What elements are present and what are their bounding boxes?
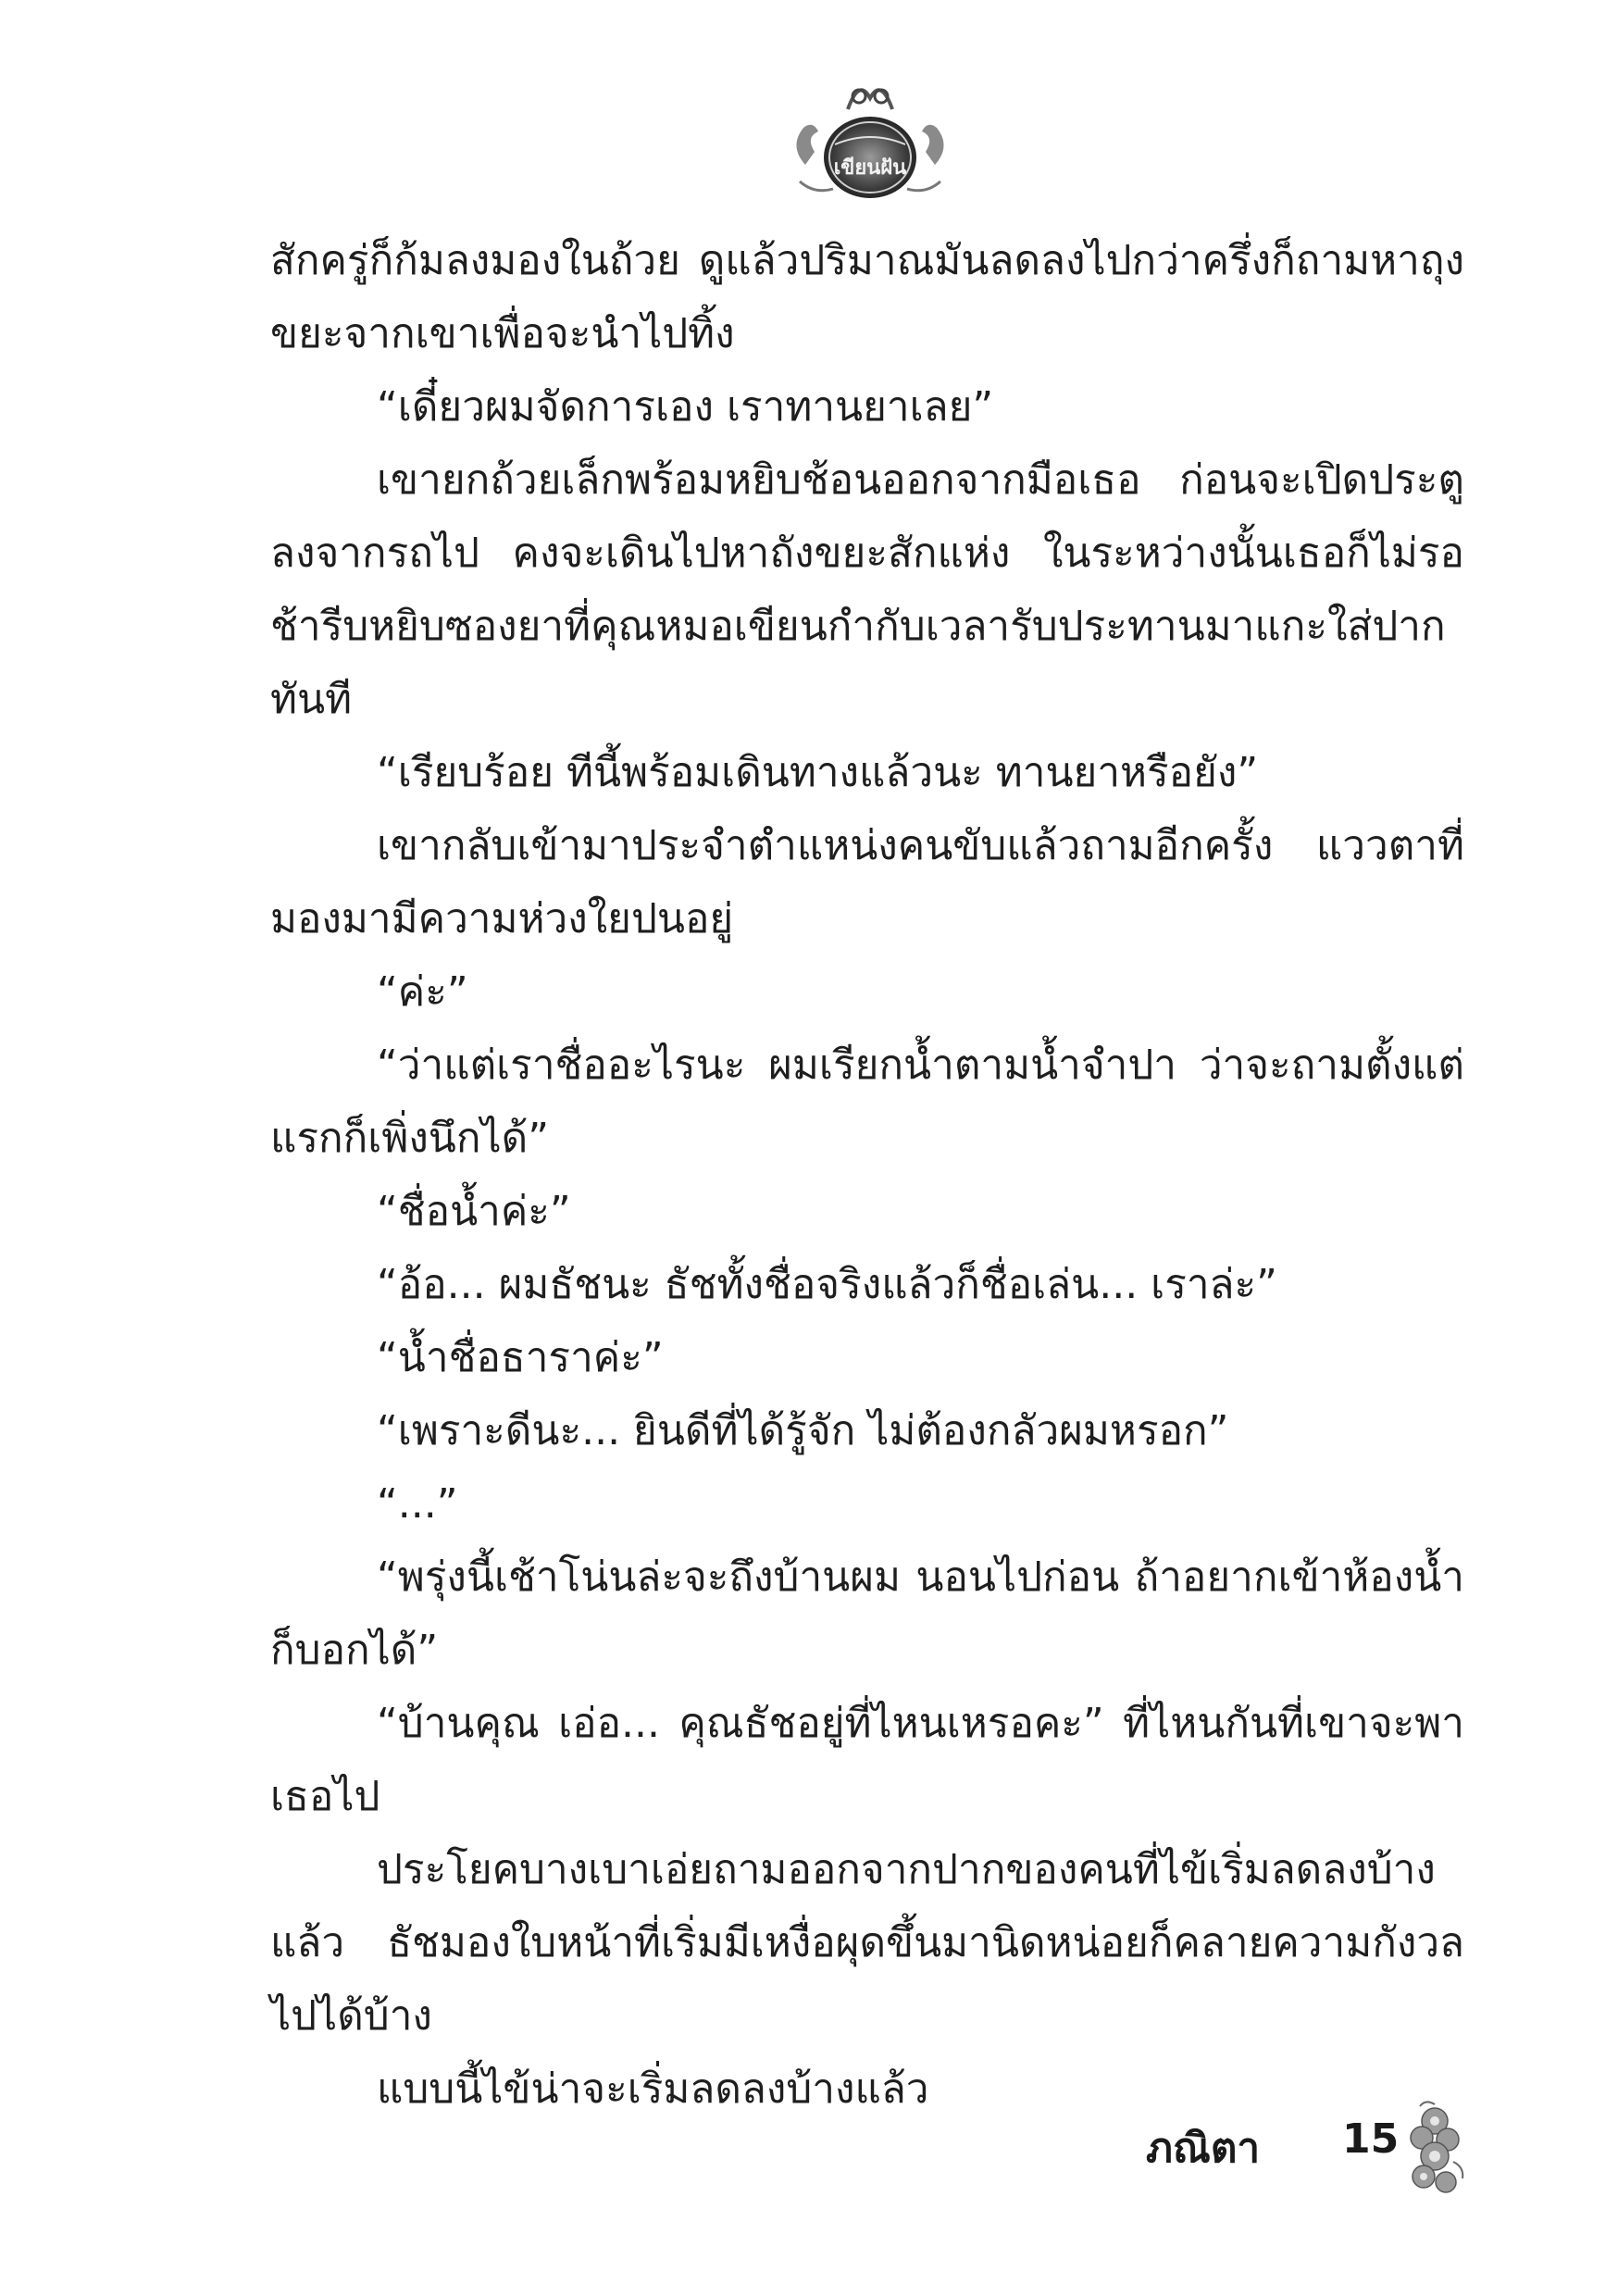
paragraph: “ว่าแต่เราชื่ออะไรนะ ผมเรียกน้ำตามน้ำจำปา ว่าจะถามตั้งแต่แรกก็เพิ่งนึกได้” — [270, 1042, 1464, 1162]
paragraph: เขากลับเข้ามาประจำตำแหน่งคนขับแล้วถามอีกครั้ง แววตาที่มองมามีความห่วงใยปนอยู่ — [270, 822, 1464, 942]
paragraph: “เรียบร้อย ทีนี้พร้อมเดินทางแล้วนะ ทานยาหรือยัง” — [377, 749, 1259, 796]
paragraph: สักครู่ก็ก้มลงมองในถ้วย ดูแล้วปริมาณมันลดลงไปกว่าครึ่งก็ถามหาถุงขยะจากเขาเพื่อจะนำไปทิ้ง — [270, 237, 1464, 357]
footer-author: ภณิตา — [1146, 2125, 1261, 2172]
paragraph: ประโยคบางเบาเอ่ยถามออกจากปากของคนที่ไข้เริ่มลดลงบ้างแล้ว ธัชมองใบหน้าที่เริ่มมีเหงื่อผุดขึ้นมานิดหน่อยก็คลายความกังวลไปได้บ้าง — [270, 1846, 1464, 2040]
paragraph: แบบนี้ไข้น่าจะเริ่มลดลงบ้างแล้ว — [377, 2065, 929, 2113]
paragraph: “ชื่อน้ำค่ะ” — [377, 1188, 571, 1235]
page-number: 15 — [1342, 2115, 1400, 2163]
paragraph: “บ้านคุณ เอ่อ... คุณธัชอยู่ที่ไหนเหรอคะ” ที่ไหนกันที่เขาจะพาเธอไป — [270, 1700, 1464, 1820]
paragraph: “เพราะดีนะ... ยินดีที่ได้รู้จัก ไม่ต้องกลัวผมหรอก” — [377, 1407, 1229, 1454]
paragraph: “พรุ่งนี้เช้าโน่นล่ะจะถึงบ้านผม นอนไปก่อน ถ้าอยากเข้าห้องน้ำก็บอกได้” — [270, 1554, 1464, 1674]
header-emblem — [778, 72, 963, 220]
paragraph: “น้ำชื่อธาราค่ะ” — [377, 1334, 664, 1381]
paragraph: “ค่ะ” — [377, 968, 468, 1016]
paragraph: “เดี๋ยวผมจัดการเอง เราทานยาเลย” — [377, 383, 994, 430]
paragraph: “...” — [377, 1480, 458, 1528]
paragraph: “อ้อ... ผมธัชนะ ธัชทั้งชื่อจริงแล้วก็ชื่อเล่น... เราล่ะ” — [377, 1261, 1277, 1308]
page-footer — [1139, 2097, 1472, 2208]
emblem-text: เขียนฝัน — [833, 156, 907, 180]
paragraph: เขายกถ้วยเล็กพร้อมหยิบช้อนออกจากมือเธอ ก่อนจะเปิดประตูลงจากรถไป คงจะเดินไปหาถังขยะสักแห่ง ในระหว่างนั้นเธอก็ไม่รอช้ารีบหยิบซองยาที่คุณหมอเขียนกำกับเวลารับประทานมาแกะใส่ปากทันที — [270, 456, 1464, 723]
ornamental-crest-icon — [778, 72, 963, 220]
body-text — [270, 224, 1464, 2126]
flower-ornament-icon — [1398, 2097, 1472, 2203]
